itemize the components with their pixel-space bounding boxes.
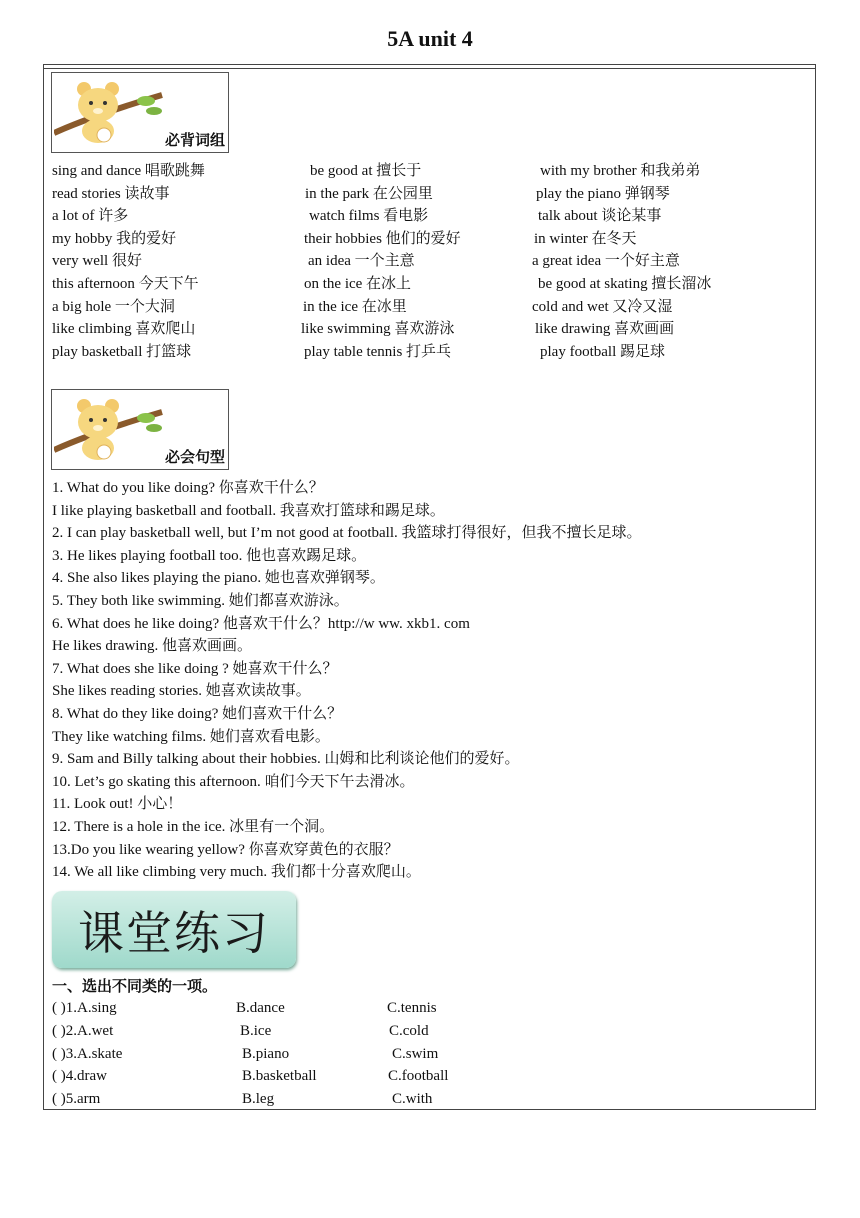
sentence-line: 10. Let’s go skating this afternoon. 咱们今天下午去滑冰。 — [52, 774, 415, 790]
exercise-option-c: C.swim — [392, 1046, 439, 1062]
sentence-line: 2. I can play basketball well, but I’m not good at football. 我篮球打得很好，但我不擅长足球。 — [52, 525, 642, 541]
vocab-item: play basketball 打篮球 — [52, 344, 192, 360]
vocab-item: sing and dance 唱歌跳舞 — [52, 163, 205, 179]
vocab-item: my hobby 我的爱好 — [52, 231, 177, 247]
vocab-item: very well 很好 — [52, 253, 142, 269]
sentence-line: 5. They both like swimming. 她们都喜欢游泳。 — [52, 593, 349, 609]
section-label: 必会句型 — [164, 448, 225, 466]
sentence-line: I like playing basketball and football. 我喜欢打篮球和踢足球。 — [52, 503, 445, 519]
exercise-heading: 一、选出不同类的一项。 — [52, 977, 218, 995]
vocab-item: this afternoon 今天下午 — [52, 276, 199, 292]
vocab-item: in winter 在冬天 — [534, 231, 637, 247]
section-badge-vocab — [51, 72, 229, 153]
bear-on-branch-icon — [54, 75, 164, 151]
vocab-item: play football 踢足球 — [540, 344, 665, 360]
exercise-option-a: ( )2.A.wet — [52, 1023, 114, 1039]
sentence-line: They like watching films. 她们喜欢看电影。 — [52, 729, 330, 745]
vocab-item: with my brother 和我弟弟 — [540, 163, 701, 179]
vocab-item: like drawing 喜欢画画 — [535, 321, 675, 337]
sentence-line: 9. Sam and Billy talking about their hobbies. 山姆和比利谈论他们的爱好。 — [52, 751, 520, 767]
exercise-option-a: ( )3.A.skate — [52, 1046, 123, 1062]
vocab-item: in the park 在公园里 — [305, 186, 433, 202]
sentence-line: 13.Do you like wearing yellow? 你喜欢穿黄色的衣服？ — [52, 842, 399, 858]
sentence-line: 11. Look out! 小心！ — [52, 796, 183, 812]
sentence-line: He likes drawing. 他喜欢画画。 — [52, 638, 252, 654]
section-label: 必背词组 — [164, 131, 225, 149]
exercise-option-c: C.football — [388, 1068, 449, 1084]
vocab-item: play table tennis 打乒乓 — [304, 344, 452, 360]
sentence-line: 6. What does he like doing? 他喜欢干什么？http://w ww. xkb1. com — [52, 616, 470, 632]
vocab-item: like climbing 喜欢爬山 — [52, 321, 196, 337]
sentence-line: 1. What do you like doing? 你喜欢干什么？ — [52, 480, 324, 496]
vocab-item: on the ice 在冰上 — [304, 276, 412, 292]
vocab-item: watch films 看电影 — [309, 208, 429, 224]
vocab-item: cold and wet 又冷又湿 — [532, 299, 673, 315]
vocab-item: a great idea 一个好主意 — [532, 253, 680, 269]
vocab-item: in the ice 在冰里 — [303, 299, 407, 315]
vocab-item: like swimming 喜欢游泳 — [301, 321, 455, 337]
exercise-option-b: B.ice — [240, 1023, 272, 1039]
vocab-item: be good at skating 擅长溜冰 — [538, 276, 712, 292]
exercise-option-a: ( )4.draw — [52, 1068, 107, 1084]
sentence-line: 7. What does she like doing ? 她喜欢干什么？ — [52, 661, 338, 677]
sentence-line: 3. He likes playing football too. 他也喜欢踢足球。 — [52, 548, 367, 564]
sentence-line: 12. There is a hole in the ice. 冰里有一个洞。 — [52, 819, 335, 835]
exercise-option-c: C.cold — [389, 1023, 429, 1039]
sentence-line: 14. We all like climbing very much. 我们都十分喜欢爬山。 — [52, 864, 421, 880]
vocab-item: a big hole 一个大洞 — [52, 299, 175, 315]
exercise-option-c: C.tennis — [387, 1000, 437, 1016]
page-title: 5A unit 4 — [387, 26, 473, 51]
sentence-line: She likes reading stories. 她喜欢读故事。 — [52, 683, 311, 699]
section-badge-sentences — [51, 389, 229, 470]
exercise-option-b: B.piano — [242, 1046, 290, 1062]
sentence-line: 4. She also likes playing the piano. 她也喜欢弹钢琴。 — [52, 570, 385, 586]
vocab-item: their hobbies 他们的爱好 — [304, 231, 461, 247]
vocab-item: a lot of 许多 — [52, 208, 129, 224]
vocab-item: be good at 擅长于 — [310, 163, 422, 179]
exercise-option-b: B.dance — [236, 1000, 285, 1016]
vocab-item: an idea 一个主意 — [308, 253, 415, 269]
vocab-item: read stories 读故事 — [52, 186, 170, 202]
exercise-option-a: ( )1.A.sing — [52, 1000, 117, 1016]
exercise-option-b: B.leg — [242, 1091, 275, 1107]
vocab-item: talk about 谈论某事 — [538, 208, 662, 224]
sentence-line: 8. What do they like doing? 她们喜欢干什么？ — [52, 706, 343, 722]
bear-on-branch-icon — [54, 392, 164, 468]
exercise-option-b: B.basketball — [242, 1068, 317, 1084]
practice-banner — [52, 891, 296, 968]
exercise-option-c: C.with — [392, 1091, 433, 1107]
practice-banner-label: 课堂练习 — [78, 906, 270, 960]
exercise-option-a: ( )5.arm — [52, 1091, 101, 1107]
vocab-item: play the piano 弹钢琴 — [536, 186, 670, 202]
